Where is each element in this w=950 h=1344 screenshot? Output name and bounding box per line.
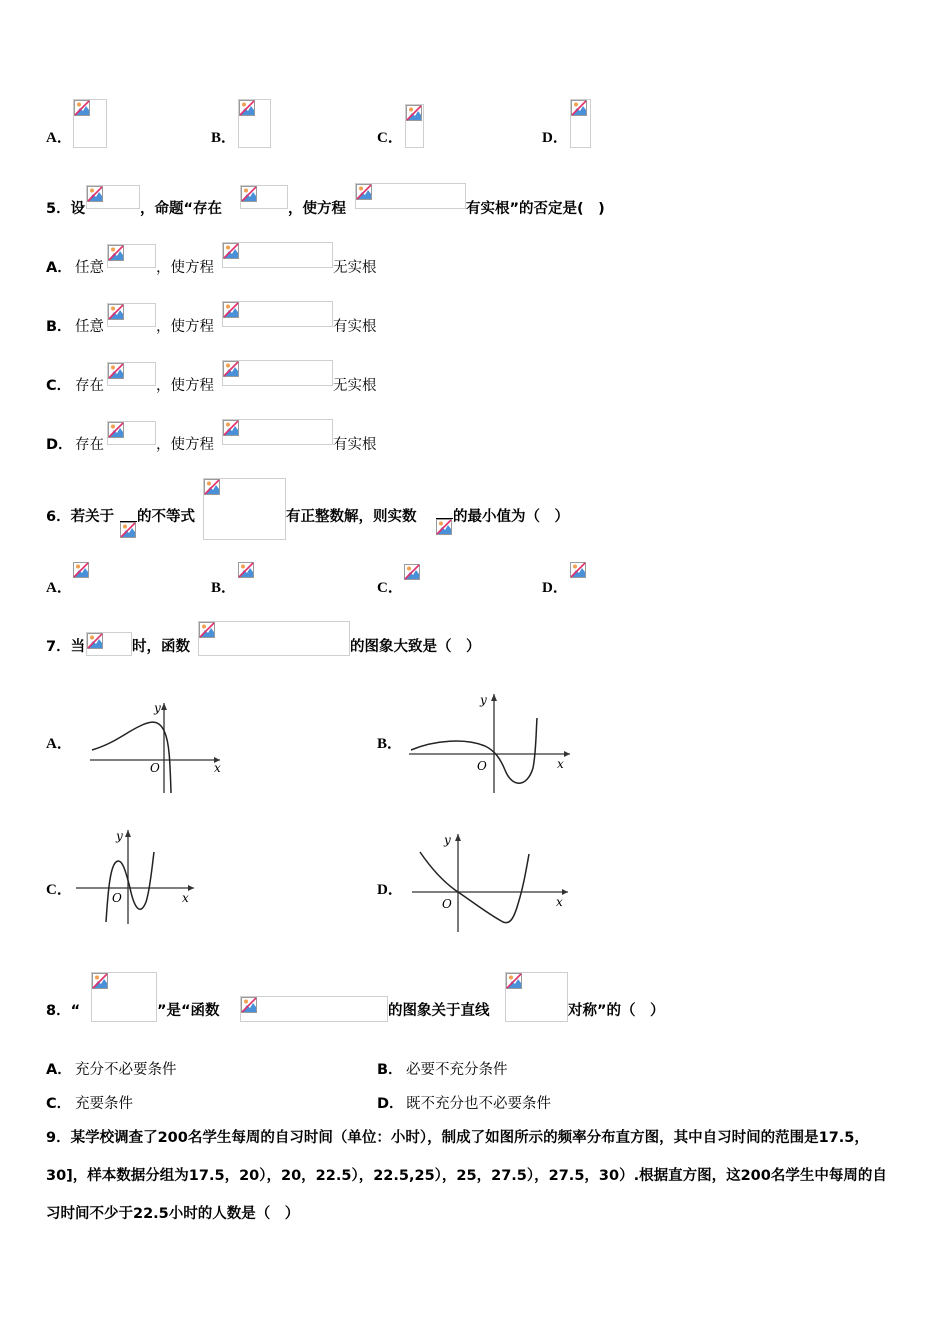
q5-option-b-label: B． [46,319,72,335]
q8-stem-text-2: 的图象关于直线 [388,1003,490,1019]
q5-option-d-text-1: 存在 [75,437,104,453]
q4-option-d-label: D． [542,130,568,146]
q7-option-a-label: A． [46,736,72,752]
broken-image-icon [406,105,422,121]
q5-option-d-image-1 [107,421,156,445]
q5-option-b-text-2: ，使方程 [156,319,214,335]
q6-stem-text-1: 的不等式 [137,509,195,525]
q7-graph-a-x-label: x [214,761,221,775]
q7-graph-d-y-label: y [444,833,451,847]
broken-image-icon [506,973,522,989]
q9-text: 9．某学校调查了200名学生每周的自习时间（单位：小时），制成了如图所示的频率分布直方图，其中自习时间的范围是17.5，30]，样本数据分组为17.5，20），20，22.5），22.5,25），25，27.5），27.5，30）.根据直方图，这200名学生中每周的自习时间不少于22.5小时的人数是（ ） [46,1130,887,1222]
q5-stem-image-2 [240,185,288,209]
broken-image-icon [108,422,124,438]
q5-option-a-image-1 [107,244,156,268]
q7-option-c-label: C． [46,882,72,898]
q5-option-a-text-1: 任意 [75,260,104,276]
broken-image-icon [571,100,587,116]
broken-image-icon [404,564,420,580]
q5-option-b-text-3: 有实根 [333,319,377,335]
q5-stem-text-1: ，命题“存在 [140,201,223,217]
q7-graph-a-y-label: y [154,701,161,715]
q7-number: 7．当 [46,639,86,655]
broken-image-icon [241,186,257,202]
q7-option-b-label: B． [377,736,403,752]
q6-option-c-image [404,564,420,584]
q4-option-b-label: B． [211,130,237,146]
broken-image-icon [108,245,124,261]
broken-image-icon [108,304,124,320]
q4-option-c-label: C． [377,130,403,146]
q6-option-b-label: B． [211,580,237,596]
q4-option-a-image [73,99,107,148]
q8-number: 8．“ [46,1003,81,1019]
q6-option-a-label: A． [46,580,72,596]
broken-image-icon [223,361,239,377]
q8-option-c-label: C． [46,1096,72,1112]
q6-option-b-image [238,562,254,584]
q5-option-c-image-2 [222,360,333,386]
q7-graph-b-y-label: y [480,693,487,707]
q8-stem-text-1: ”是“函数 [157,1003,220,1019]
q5-stem-image-3 [355,183,466,209]
q7-graph-b-origin: O [477,759,487,773]
broken-image-icon [108,363,124,379]
broken-image-icon [223,243,239,259]
q7-graph-a [80,698,230,798]
q5-option-b-image-1 [107,303,156,327]
q8-stem-image-1 [91,972,157,1022]
q7-graph-d-origin: O [442,897,452,911]
q5-stem-text-2: ，使方程 [288,201,346,217]
q5-option-c-image-1 [107,362,156,386]
q5-option-a-label: A． [46,260,72,276]
q5-option-a-image-2 [222,242,333,268]
q7-stem-text-1: 时，函数 [132,639,190,655]
broken-image-icon [356,184,372,200]
broken-image-icon [199,622,215,638]
q6-stem-image-3 [436,518,453,538]
q7-stem-image-1 [86,632,132,656]
q5-option-c-text-1: 存在 [75,378,104,394]
q7-graph-c-origin: O [112,891,122,905]
broken-image-icon [570,562,586,578]
broken-image-icon [87,633,103,649]
q5-option-c-text-2: ，使方程 [156,378,214,394]
q4-option-b-image [238,99,271,148]
q8-option-a-text: 充分不必要条件 [75,1062,177,1078]
broken-image-icon [241,997,257,1013]
q5-option-b-text-1: 任意 [75,319,104,335]
q5-option-a-text-3: 无实根 [333,260,377,276]
q7-graph-a-origin: O [150,761,160,775]
q5-option-d-label: D． [46,437,73,453]
q5-option-c-text-3: 无实根 [333,378,377,394]
q8-option-b-text: 必要不充分条件 [406,1062,508,1078]
broken-image-icon [87,186,103,202]
q7-stem-text-2: 的图象大致是（ ） [350,639,481,655]
q6-stem-text-3: 的最小值为（ ） [453,509,569,525]
q6-option-c-label: C． [377,580,403,596]
q6-option-d-label: D． [542,580,568,596]
q7-graph-c [72,822,202,932]
q8-option-d-label: D． [377,1096,404,1112]
q8-option-b-label: B． [377,1062,403,1078]
broken-image-icon [223,420,239,436]
broken-image-icon [74,100,90,116]
q4-option-d-image [570,99,591,148]
q5-option-c-label: C． [46,378,72,394]
q8-stem-image-3 [505,972,568,1022]
q6-stem-text-2: 有正整数解，则实数 [286,509,417,525]
q6-number: 6．若关于 [46,509,115,525]
q5-number: 5．设 [46,201,86,217]
broken-image-icon [238,562,254,578]
q5-stem-text-3: 有实根”的否定是( ) [466,201,605,217]
broken-image-icon [204,479,220,495]
q8-stem-image-2 [240,996,388,1022]
q8-option-c-text: 充要条件 [75,1096,133,1112]
broken-image-icon [239,100,255,116]
q5-option-a-text-2: ，使方程 [156,260,214,276]
q8-option-a-label: A． [46,1062,72,1078]
q6-stem-image-2 [203,478,286,540]
q7-graph-d [408,826,573,936]
q5-option-b-image-2 [222,301,333,327]
broken-image-icon [120,522,136,538]
q5-option-d-text-2: ，使方程 [156,437,214,453]
broken-image-icon [223,302,239,318]
broken-image-icon [92,973,108,989]
q4-option-a-label: A． [46,130,72,146]
q5-stem-image-1 [86,185,140,209]
q5-option-d-text-3: 有实根 [333,437,377,453]
q8-stem-text-3: 对称”的（ ） [568,1003,665,1019]
q7-graph-c-y-label: y [116,829,123,843]
q5-option-d-image-2 [222,419,333,445]
q6-stem-image-1 [120,521,137,539]
broken-image-icon [436,519,452,535]
q6-option-d-image [570,562,586,584]
q6-option-a-image [73,562,89,584]
q7-graph-b-x-label: x [557,757,564,771]
broken-image-icon [73,562,89,578]
q7-graph-b [405,688,575,798]
q7-graph-c-x-label: x [182,891,189,905]
q7-graph-d-x-label: x [556,895,563,909]
q8-option-d-text: 既不充分也不必要条件 [406,1096,551,1112]
q7-stem-image-2 [198,621,350,656]
q7-option-d-label: D． [377,882,403,898]
q4-option-c-image [405,104,424,148]
